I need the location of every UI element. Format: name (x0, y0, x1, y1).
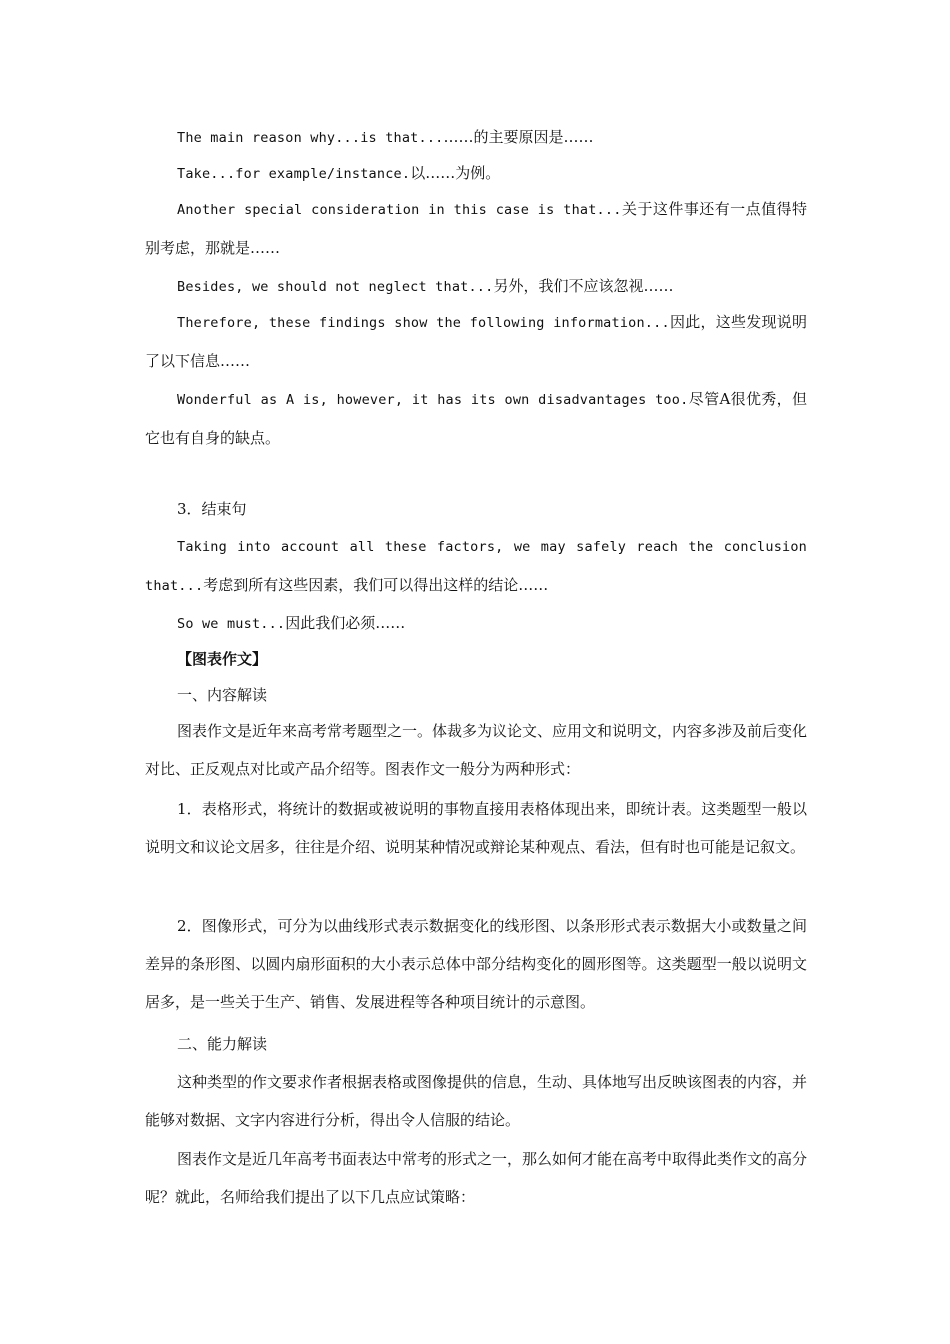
part2-paragraph-2: 图表作文是近几年高考书面表达中常考的形式之一，那么如何才能在高考中取得此类作文的高分呢？就此，名师给我们提出了以下几点应试策略： (145, 1150, 808, 1206)
phrase-en: The main reason why...is that... (177, 130, 444, 146)
form2-paragraph: 2．图像形式，可分为以曲线形式表示数据变化的线形图、以条形形式表示数据大小或数量之间差异的条形图、以圆内扇形面积的大小表示总体中部分结构变化的圆形图等。这类题型一般以说明文居多，是一些关于生产、销售、发展进程等各种项目统计的示意图。 (145, 917, 807, 1011)
phrase-en: Therefore, these findings show the following information... (177, 315, 670, 331)
section3-title: 3．结束句 (177, 500, 247, 518)
form1-paragraph: 1．表格形式，将统计的数据或被说明的事物直接用表格体现出来，即统计表。这类题型一般以说明文和议论文居多，往往是介绍、说明某种情况或辩论某种观点、看法，但有时也可能是记叙文。 (145, 800, 807, 856)
phrase-so-we-must (145, 604, 807, 643)
phrase-cn: 以……为例。 (410, 164, 501, 182)
chart-essay-title: 【图表作文】 (177, 650, 268, 668)
phrase-en: Wonderful as A is, however, it has its own disadvantages too. (177, 392, 689, 408)
phrase-cn: 关于这件事还有一点值得特别考虑，那就是…… (145, 200, 807, 257)
phrase-cn: ……的主要原因是…… (443, 128, 594, 146)
phrase-cn: 尽管A很优秀，但它也有自身的缺点。 (145, 390, 807, 447)
phrase-en: Besides, we should not neglect that... (177, 279, 494, 295)
phrase-take-example (145, 154, 807, 193)
phrase-main-reason (145, 118, 807, 157)
phrase-en: Take...for example/instance. (177, 166, 411, 182)
phrase-therefore (145, 303, 807, 380)
part1-title: 一、内容解读 (177, 686, 268, 704)
phrase-wonderful (145, 380, 807, 457)
phrase-cn: 因此，这些发现说明了以下信息…… (145, 313, 807, 370)
phrase-en: Another special consideration in this case is that... (177, 202, 622, 218)
part1-intro: 图表作文是近年来高考常考题型之一。体裁多为议论文、应用文和说明文，内容多涉及前后变化对比、正反观点对比或产品介绍等。图表作文一般分为两种形式： (145, 722, 808, 778)
phrase-en: Taking into account all these factors, we may safely reach the conclusion that... (145, 539, 807, 594)
phrase-taking-into-account (145, 527, 807, 605)
phrase-besides (145, 267, 807, 306)
part2-title: 二、能力解读 (177, 1035, 268, 1053)
part2-paragraph-1: 这种类型的作文要求作者根据表格或图像提供的信息，生动、具体地写出反映该图表的内容，并能够对数据、文字内容进行分析，得出令人信服的结论。 (145, 1073, 808, 1129)
phrase-cn: 另外，我们不应该忽视…… (493, 277, 674, 295)
phrase-cn: 考虑到所有这些因素，我们可以得出这样的结论…… (203, 576, 549, 594)
phrase-another-consideration (145, 190, 807, 267)
phrase-en: So we must... (177, 616, 286, 632)
phrase-cn: 因此我们必须…… (285, 614, 406, 632)
